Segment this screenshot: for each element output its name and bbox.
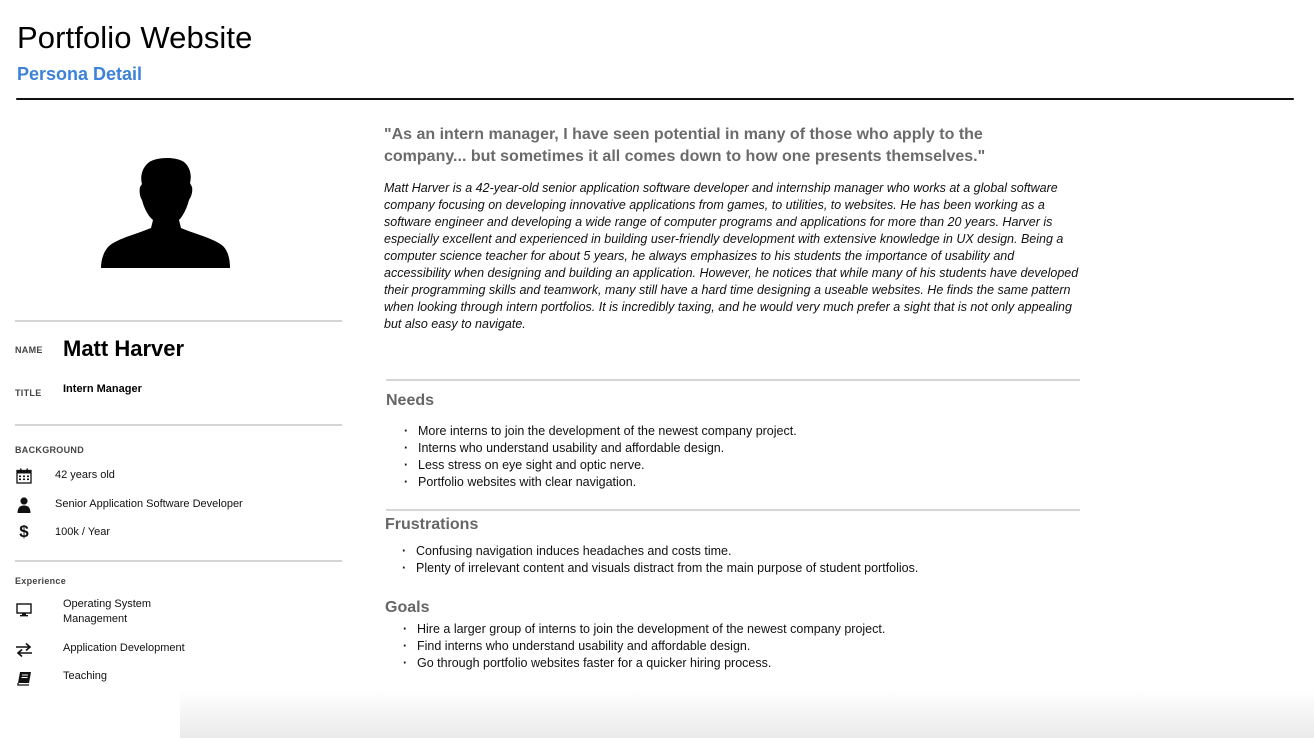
page-subtitle: Persona Detail <box>17 64 143 84</box>
list-item: · More interns to join the development of the newest company project. <box>404 423 797 440</box>
goals-title: Goals <box>385 599 430 616</box>
background-label: BACKGROUND <box>15 445 84 455</box>
experience-os-line1: Operating System <box>63 598 152 610</box>
experience-label: Experience <box>15 576 67 586</box>
persona-quote: "As an intern manager, I have seen potential in many of those who apply to the company... but sometimes it all comes down to how one presents themselves." <box>384 126 986 165</box>
persona-title: Intern Manager <box>63 383 142 395</box>
background-salary-text: 100k / Year <box>55 526 111 538</box>
background-age <box>15 467 33 485</box>
list-item: · Go through portfolio websites faster for a quicker hiring process. <box>403 655 885 672</box>
title-label: TITLE <box>15 388 42 398</box>
name-label: NAME <box>15 345 43 355</box>
list-item: · Find interns who understand usability and affordable design. <box>403 638 885 655</box>
monitor-icon <box>15 601 33 619</box>
persona-name: Matt Harver <box>63 336 185 361</box>
experience-os-text <box>63 597 151 627</box>
background-occupation-text: Senior Application Software Developer <box>55 498 243 510</box>
list-item: · Less stress on eye sight and optic nerve. <box>404 457 797 474</box>
dollar-icon: $ <box>19 522 29 541</box>
header-divider <box>16 98 1294 100</box>
experience-os <box>15 601 33 619</box>
page-header <box>17 20 252 85</box>
experience-appdev <box>15 641 33 659</box>
bottom-shadow <box>180 690 1314 738</box>
list-item: · Portfolio websites with clear navigation. <box>404 474 797 491</box>
profile-divider <box>15 320 342 322</box>
goals-list <box>403 621 885 672</box>
list-item: · Confusing navigation induces headaches and costs time. <box>402 543 918 560</box>
avatar <box>101 156 231 268</box>
needs-list <box>404 423 797 491</box>
persona-content <box>384 124 1084 670</box>
calendar-icon <box>15 467 33 485</box>
person-silhouette-icon <box>101 156 231 268</box>
exchange-icon <box>15 641 33 659</box>
experience-os-line2: Management <box>63 613 128 625</box>
user-icon <box>15 496 33 514</box>
background-salary <box>15 523 33 541</box>
experience-appdev-text: Application Development <box>63 642 185 654</box>
persona-bio: Matt Harver is a 42-year-old senior application software developer and internship manager who works at a global software company focusing on developing innovative applications from games, to utilities, to websites. He has been working as a software engineer and developing a wide range of computer programs and applications for more than 20 years. Harver is especially excellent and experienced in building user-friendly development with extensive knowledge in UX design. Being a computer science teacher for about 5 years, he always emphasizes to his students the importance of usability and accessibility when designing and building an application. However, he notices that while many of his students have developed their programming skills and teamwork, many still have a hard time designing a useable websites. He finds the same pattern when looking through intern portfolios. It is incredibly taxing, and he would very much prefer a sight that is not only appealing but also easy to navigate. <box>384 181 1079 331</box>
background-age-text: 42 years old <box>55 469 115 481</box>
frustrations-divider <box>386 509 1080 511</box>
experience-divider <box>15 560 342 562</box>
list-item: · Interns who understand usability and affordable design. <box>404 440 797 457</box>
list-item: · Plenty of irrelevant content and visuals distract from the main purpose of student portfolios. <box>402 560 918 577</box>
experience-teaching <box>15 669 33 687</box>
list-item: · Hire a larger group of interns to join the development of the newest company project. <box>403 621 885 638</box>
background-occupation <box>15 496 33 514</box>
background-divider <box>15 424 342 426</box>
frustrations-list <box>402 543 918 577</box>
needs-title: Needs <box>386 392 435 409</box>
site-title: Portfolio Website <box>17 20 253 55</box>
frustrations-title: Frustrations <box>385 516 479 533</box>
needs-divider <box>386 379 1080 381</box>
experience-teaching-text: Teaching <box>63 670 108 682</box>
book-icon <box>15 669 33 687</box>
